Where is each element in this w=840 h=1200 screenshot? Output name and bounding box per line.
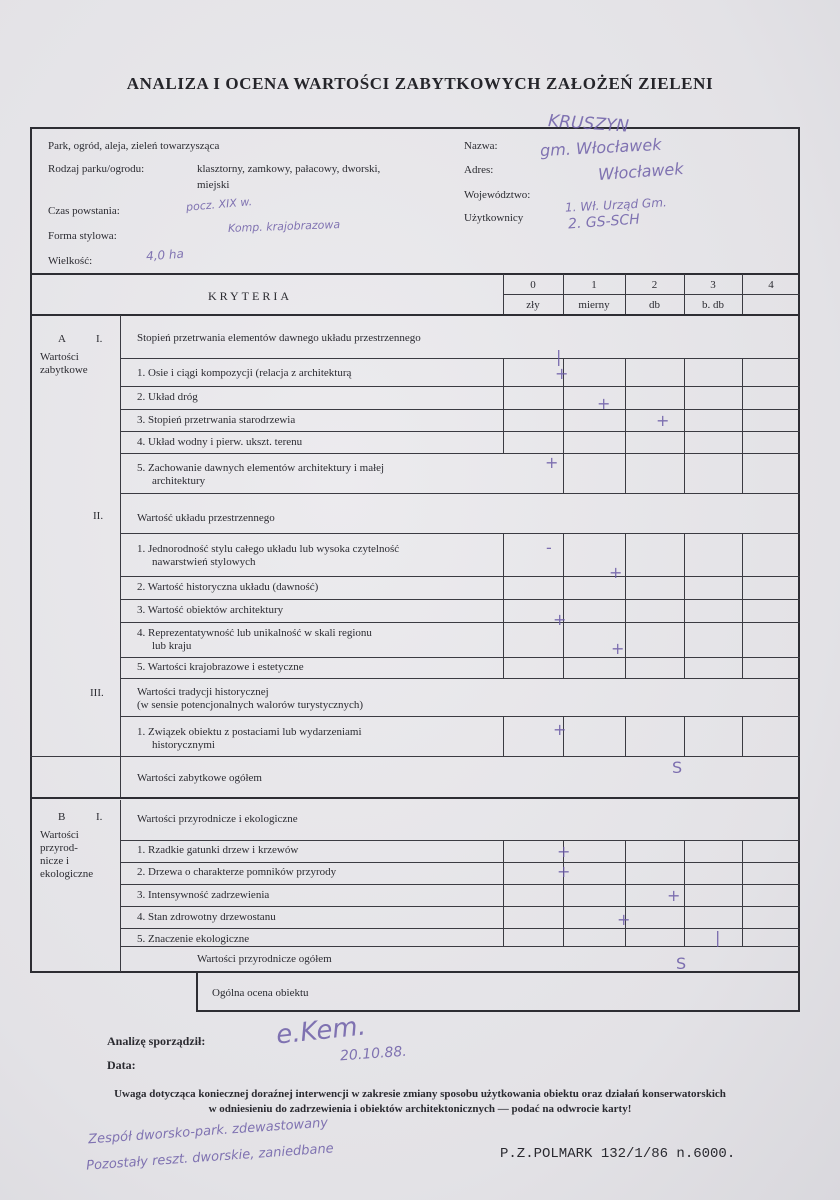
rule xyxy=(684,840,685,946)
section-b-heading: Wartości przyrodnicze i ekologiczne xyxy=(137,813,298,825)
rule xyxy=(742,716,743,756)
handwritten-name: KRUSZYN xyxy=(547,111,630,137)
section-b-name: Wartości xyxy=(40,829,79,841)
section-a-letter: A xyxy=(58,333,66,345)
group-1-heading: Stopień przetrwania elementów dawnego układu przestrzennego xyxy=(137,332,421,344)
criterion-b-1: 1. Rzadkie gatunki drzew i krzewów xyxy=(137,844,299,856)
criterion-a1-2: 2. Układ dróg xyxy=(137,391,198,403)
criterion-b-4: 4. Stan zdrowotny drzewostanu xyxy=(137,911,276,923)
analysis-by-label: Analizę sporządził: xyxy=(107,1034,206,1048)
criterion-a1-4: 4. Układ wodny i pierw. ukszt. terenu xyxy=(137,436,303,448)
rule xyxy=(120,946,800,947)
criterion-a3-1-cont: historycznymi xyxy=(152,739,215,751)
section-b-roman-1: I. xyxy=(96,811,103,823)
group-3-heading: Wartości tradycji historycznej xyxy=(137,686,269,698)
criterion-a1-5: 5. Zachowanie dawnych elementów architektury i małej xyxy=(137,462,385,474)
handwritten-province: 1. Wł. Urząd Gm. xyxy=(564,195,668,215)
group-3-heading-2: (w sensie potencjonalnych walorów turystycznych) xyxy=(137,699,364,711)
score-header-4: 4 xyxy=(768,279,774,291)
score-mark: + xyxy=(609,563,623,582)
rule xyxy=(120,358,800,359)
rule xyxy=(120,576,800,577)
handwritten-note-1: Zespół dworsko-park. zdewastowany xyxy=(87,1115,329,1148)
rodzaj-value-2: miejski xyxy=(197,179,230,191)
date-label: Data: xyxy=(107,1058,136,1072)
score-mark: + xyxy=(667,886,681,905)
score-mark: + xyxy=(555,364,569,383)
signature: e.Kem. xyxy=(274,1011,368,1051)
score-mark: | xyxy=(556,347,562,366)
section-a-name: Wartości xyxy=(40,351,79,363)
rule xyxy=(30,797,800,799)
rule xyxy=(120,678,800,679)
rule xyxy=(503,840,504,946)
wielkosc-label: Wielkość: xyxy=(48,255,93,267)
criteria-label: KRYTERIA xyxy=(208,289,292,303)
score-mark: + xyxy=(553,610,567,629)
rule xyxy=(120,884,800,885)
rule xyxy=(120,386,800,387)
rule xyxy=(625,358,626,493)
criterion-b-3: 3. Intensywność zadrzewienia xyxy=(137,889,270,901)
rule xyxy=(625,716,626,756)
czas-label: Czas powstania: xyxy=(48,205,120,217)
handwritten-users: 2. GS-SCH xyxy=(567,211,641,233)
rule xyxy=(120,493,800,494)
score-mark: - xyxy=(546,538,552,557)
score-word-3: b. db xyxy=(702,299,724,311)
section-b-name-2: przyrod- xyxy=(40,842,78,854)
rule xyxy=(120,928,800,929)
score-mark: + xyxy=(597,394,611,413)
criterion-a2-4: 4. Reprezentatywność lub unikalność w skali regionu xyxy=(137,627,372,639)
printer-imprint: P.Z.POLMARK 132/1/86 n.6000. xyxy=(500,1146,736,1162)
adres-label: Adres: xyxy=(464,164,494,176)
score-header-1: 1 xyxy=(591,279,597,291)
section-a-roman-3: III. xyxy=(90,687,104,699)
score-header-3: 3 xyxy=(710,279,716,291)
score-mark: | xyxy=(715,928,721,947)
section-b-name-4: ekologiczne xyxy=(40,868,94,880)
rule xyxy=(120,409,800,410)
criterion-a3-1: 1. Związek obiektu z postaciami lub wydarzeniami xyxy=(137,726,362,738)
rule xyxy=(503,294,800,295)
section-a-total: Wartości zabytkowe ogółem xyxy=(137,772,262,784)
criterion-a1-5-cont: architektury xyxy=(152,475,206,487)
score-word-0: zły xyxy=(526,299,540,311)
section-b-name-3: nicze i xyxy=(40,855,70,867)
rule xyxy=(684,358,685,493)
score-mark: + xyxy=(617,910,631,929)
section-b-letter: B xyxy=(58,811,66,823)
rule xyxy=(120,431,800,432)
score-mark: + xyxy=(553,720,567,739)
park-label: Park, ogród, aleja, zieleń towarzysząca xyxy=(48,140,220,152)
uzytkownicy-label: Użytkownicy xyxy=(464,212,524,224)
score-mark: + xyxy=(656,411,670,430)
handwritten-address: Włocławek xyxy=(597,159,685,184)
form-title: ANALIZA I OCENA WARTOŚCI ZABYTKOWYCH ZAŁOŻEŃ ZIELENI xyxy=(126,74,714,93)
rule xyxy=(30,756,800,757)
criterion-a2-4-cont: lub kraju xyxy=(152,640,192,652)
handwritten-date-created: pocz. XIX w. xyxy=(185,195,253,214)
criterion-a1-1: 1. Osie i ciągi kompozycji (relacja z architekturą xyxy=(137,367,352,379)
nazwa-label: Nazwa: xyxy=(464,140,498,152)
section-a-roman-1: I. xyxy=(96,333,103,345)
section-b-total: Wartości przyrodnicze ogółem xyxy=(197,953,332,965)
section-a-name-2: zabytkowe xyxy=(40,364,88,376)
rodzaj-label: Rodzaj parku/ogrodu: xyxy=(48,163,145,175)
score-word-1: mierny xyxy=(578,299,610,311)
wojewodztwo-label: Województwo: xyxy=(464,189,531,201)
score-mark: + xyxy=(557,842,571,861)
handwritten-note-2: Pozostały reszt. dworskie, zaniedbane xyxy=(85,1141,335,1174)
rule xyxy=(120,622,800,623)
score-mark: S xyxy=(676,954,687,973)
criterion-a2-1-cont: nawarstwień stylowych xyxy=(152,556,256,568)
rule xyxy=(742,358,743,493)
criterion-a1-3: 3. Stopień przetrwania starodrzewia xyxy=(137,414,296,426)
criterion-b-5: 5. Znaczenie ekologiczne xyxy=(137,933,250,945)
rule xyxy=(684,716,685,756)
rule xyxy=(120,906,800,907)
score-mark: + xyxy=(545,453,559,472)
intervention-notice xyxy=(30,1087,810,1117)
rule xyxy=(503,716,504,756)
rule xyxy=(120,840,800,841)
handwritten-commune: gm. Włocławek xyxy=(539,134,662,161)
score-word-2: db xyxy=(649,299,660,311)
rule xyxy=(120,862,800,863)
rule xyxy=(120,657,800,658)
rule xyxy=(120,716,800,717)
section-a-roman-2: II. xyxy=(93,510,104,522)
score-header-2: 2 xyxy=(651,279,658,291)
criterion-a2-2: 2. Wartość historyczna układu (dawność) xyxy=(137,581,319,593)
handwritten-style: Komp. krajobrazowa xyxy=(227,218,341,235)
score-mark: + xyxy=(611,639,625,658)
overall-label: Ogólna ocena obiektu xyxy=(212,987,309,999)
rule xyxy=(120,453,800,454)
group-2-heading: Wartość układu przestrzennego xyxy=(137,512,275,524)
rule xyxy=(120,315,121,797)
score-header-0: 0 xyxy=(530,279,536,291)
notice-line-2: w odniesieniu do zadrzewienia i obiektów architektonicznych — podać na odwrocie karty! xyxy=(208,1103,632,1115)
criterion-a2-5: 5. Wartości krajobrazowe i estetyczne xyxy=(137,661,304,673)
rule xyxy=(503,358,504,453)
handwritten-size: 4,0 ha xyxy=(145,246,185,264)
rule xyxy=(120,599,800,600)
criterion-b-2: 2. Drzewa o charakterze pomników przyrody xyxy=(137,866,337,878)
rodzaj-value: klasztorny, zamkowy, pałacowy, dworski, xyxy=(197,163,381,175)
rule xyxy=(742,840,743,946)
handwritten-date: 20.10.88. xyxy=(339,1043,408,1065)
rule xyxy=(625,840,626,946)
criterion-a2-1: 1. Jednorodność stylu całego układu lub wysoka czytelność xyxy=(137,543,400,555)
criterion-a2-3: 3. Wartość obiektów architektury xyxy=(137,604,284,616)
score-mark: + xyxy=(557,862,571,881)
notice-line-1: Uwaga dotycząca koniecznej doraźnej interwencji w zakresie zmiany sposobu użytkowania obiektu oraz działań konserwatorskich xyxy=(114,1088,726,1100)
rule xyxy=(30,314,800,316)
forma-label: Forma stylowa: xyxy=(48,230,117,242)
rule xyxy=(120,533,800,534)
score-mark: S xyxy=(672,758,683,777)
